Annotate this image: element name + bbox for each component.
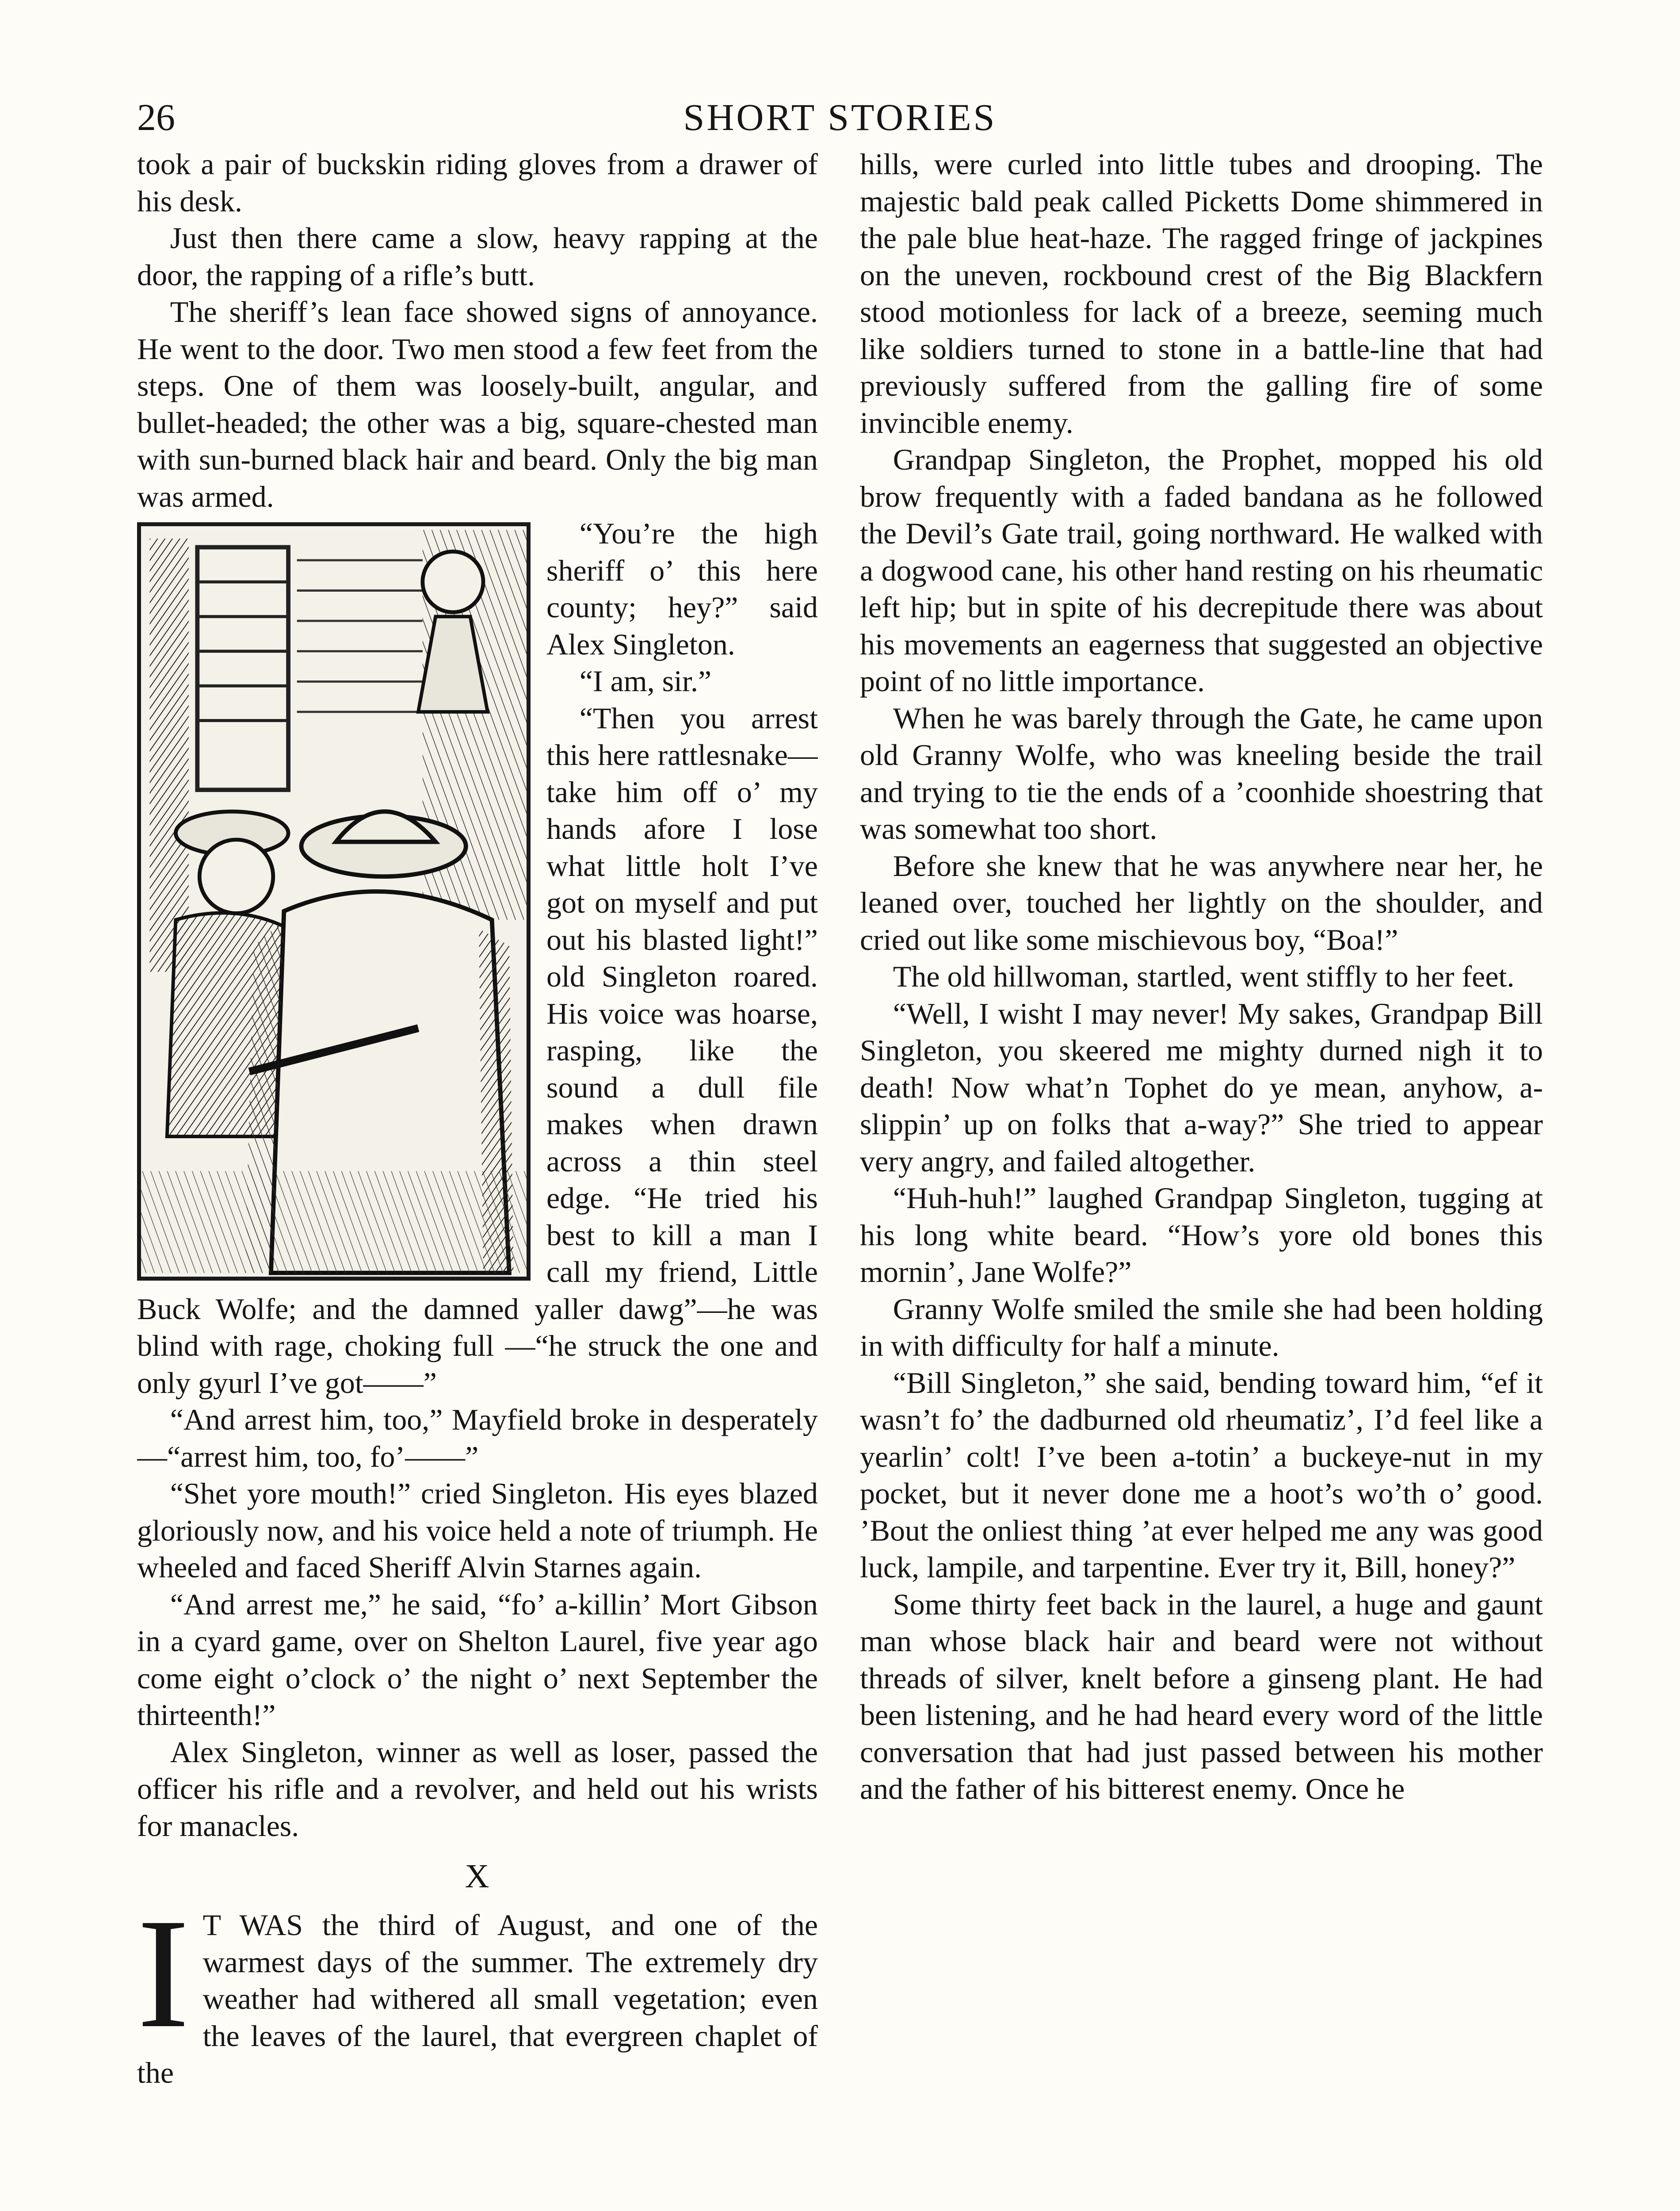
paragraph: “Shet yore mouth!” cried Singleton. His eyes blazed gloriously now, and his voice held a note of triumph. He wheeled and faced Sheriff Alvin Starnes again. xyxy=(137,1477,818,1584)
running-title: SHORT STORIES xyxy=(683,96,997,138)
paragraph: “You’re the high sheriff o’ this here county; hey?” said Alex Singleton. xyxy=(546,516,818,661)
paragraph: “And arrest him, too,” Mayfield broke in desperately—“arrest him, too, fo’——” xyxy=(137,1403,818,1473)
paragraph: “Then you arrest this here rattlesnake—take him off o’ my hands afore I lose what little holt I’ve got on myself and put out his blasted light!” old Singleton roared. His voice was hoarse, rasping, like the sound a dull file makes when drawn across a thin steel edge. “He tried his best to kill a man I call my friend, Little Buck Wolfe; and the damned yaller dawg”—he was blind with rage, choking full —“he struck the one and only gyurl I’ve got——” xyxy=(137,701,818,1400)
paragraph: “And arrest me,” he said, “fo’ a-killin’ Mort Gibson in a cyard game, over on Shelton Laurel, five year ago come eight o’clock o’ the night o’ next September the thirteenth!” xyxy=(137,1587,818,1732)
paragraph: Alex Singleton, winner as well as loser, passed the officer his rifle and a revolver, and held out his wrists for manacles. xyxy=(137,1735,818,1843)
left-column xyxy=(137,146,818,2211)
paragraph: “I am, sir.” xyxy=(579,664,712,698)
chapter-opening-paragraph xyxy=(137,1886,818,2092)
paragraph: Grandpap Singleton, the Prophet, mopped his old brow frequently with a faded bandana as he followed the Devil’s Gate trail, going northward. He walked with a dogwood cane, his other hand resting on his rheumatic left hip; but in spite of his decrepitude there was about his movements an eagerness that suggested an objective point of no little importance. xyxy=(860,443,1543,698)
paragraph: The old hillwoman, startled, went stiffly to her feet. xyxy=(893,960,1515,993)
paragraph: When he was barely through the Gate, he came upon old Granny Wolfe, who was kneeling beside the trail and trying to tie the ends of a ’coonhide shoestring that was somewhat too short. xyxy=(860,701,1543,845)
paragraph: “Huh-huh!” laughed Grandpap Singleton, tugging at his long white beard. “How’s yore old bones this mornin’, Jane Wolfe?” xyxy=(860,1181,1543,1289)
chapter-opening-text: T WAS the third of August, and one of the warmest days of the summer. The extremely dry weather had withered all small vegetation; even the leaves of the laurel, that evergreen chaplet of the xyxy=(137,1908,818,2089)
paragraph: hills, were curled into little tubes and drooping. The majestic bald peak called Picketts Dome shimmered in the pale blue heat-haze. The ragged fringe of jackpines on the uneven, rockbound crest of the Big Blackfern stood motionless for lack of a breeze, seeming much like soldiers turned to stone in a battle-line that had previously suffered from the galling fire of some invincible enemy. xyxy=(860,147,1543,440)
drop-cap: I xyxy=(137,1886,190,2061)
paragraph: Some thirty feet back in the laurel, a huge and gaunt man whose black hair and beard were not without threads of silver, knelt before a ginseng plant. He had been listening, and he had heard every word of the little conversation that had just passed between his mother and the father of his bitterest enemy. Once he xyxy=(860,1587,1543,1806)
paragraph: “Bill Singleton,” she said, bending toward him, “ef it wasn’t fo’ the dadburned old rheumatiz’, I’d feel like a yearlin’ colt! I’ve been a-totin’ a buckeye-nut in my pocket, but it never done me a hoot’s wo’th o’ good. ’Bout the onliest thing ’at ever helped me any was good luck, lampile, and tarpentine. Ever try it, Bill, honey?” xyxy=(860,1366,1543,1584)
illustration-icon xyxy=(141,526,527,1277)
paragraph: took a pair of buckskin riding gloves from a drawer of his desk. xyxy=(137,147,818,218)
paragraph: Just then there came a slow, heavy rapping at the door, the rapping of a rifle’s butt. xyxy=(137,221,818,292)
paragraph: The sheriff’s lean face showed signs of annoyance. He went to the door. Two men stood a few feet from the steps. One of them was loosely-built, angular, and bullet-headed; the other was a big, square-chested man with sun-burned black hair and beard. Only the big man was armed. xyxy=(137,295,818,513)
paragraph: Before she knew that he was anywhere near her, he leaned over, touched her lightly on the shoulder, and cried out like some mischievous boy, “Boa!” xyxy=(860,849,1543,956)
story-illustration xyxy=(137,522,531,1281)
paragraph: “Well, I wisht I may never! My sakes, Grandpap Bill Singleton, you skeered me mighty durned nigh it to death! Now what’n Tophet do ye mean, anyhow, a-slippin’ up on folks that a-way?” She tried to appear very angry, and failed altogether. xyxy=(860,996,1543,1178)
page-number: 26 xyxy=(137,96,175,138)
paragraph: Granny Wolfe smiled the smile she had been holding in with difficulty for half a minute. xyxy=(860,1292,1543,1362)
section-number: X xyxy=(465,1858,490,1895)
right-column xyxy=(860,146,1543,2211)
page-header xyxy=(137,93,1543,142)
